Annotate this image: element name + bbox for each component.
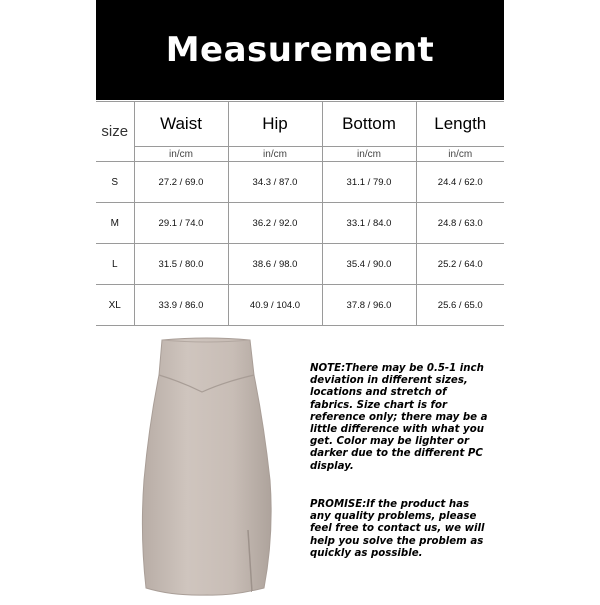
- table-cell: 24.8 / 63.0: [416, 203, 504, 244]
- unit-label: in/cm: [228, 147, 322, 162]
- table-cell: 34.3 / 87.0: [228, 162, 322, 203]
- table-row: [96, 203, 504, 244]
- table-cell: 33.9 / 86.0: [134, 285, 228, 326]
- note-text: NOTE:There may be 0.5-1 inch deviation in different sizes, locations and stretch of fabrics. Size chart is for reference only; there may be a little difference with what you get. Color may be lighter or darker due to the different PC display.: [310, 363, 488, 472]
- table-cell: 25.2 / 64.0: [416, 244, 504, 285]
- column-header-hip: Hip: [228, 102, 322, 147]
- column-header-bottom: Bottom: [322, 102, 416, 147]
- table-row: [96, 285, 504, 326]
- table-cell: 33.1 / 84.0: [322, 203, 416, 244]
- table-cell: 29.1 / 74.0: [134, 203, 228, 244]
- table-cell: 31.1 / 79.0: [322, 162, 416, 203]
- unit-row: [96, 147, 504, 162]
- table-row: [96, 162, 504, 203]
- unit-label: in/cm: [322, 147, 416, 162]
- column-header-waist: Waist: [134, 102, 228, 147]
- table-cell: 40.9 / 104.0: [228, 285, 322, 326]
- size-column-header: size: [96, 102, 134, 162]
- header-banner: [96, 0, 504, 100]
- size-cell: M: [96, 203, 134, 244]
- table-cell: 38.6 / 98.0: [228, 244, 322, 285]
- table-cell: 37.8 / 96.0: [322, 285, 416, 326]
- table-cell: 36.2 / 92.0: [228, 203, 322, 244]
- unit-label: in/cm: [134, 147, 228, 162]
- product-image: [132, 330, 282, 600]
- table-cell: 35.4 / 90.0: [322, 244, 416, 285]
- skirt-icon: [132, 330, 282, 600]
- table-header-row: [96, 102, 504, 147]
- size-cell: S: [96, 162, 134, 203]
- page-title: Measurement: [165, 30, 435, 70]
- unit-label: in/cm: [416, 147, 504, 162]
- size-cell: L: [96, 244, 134, 285]
- table-cell: 25.6 / 65.0: [416, 285, 504, 326]
- size-chart-table: [96, 101, 504, 326]
- table-row: [96, 244, 504, 285]
- size-cell: XL: [96, 285, 134, 326]
- column-header-length: Length: [416, 102, 504, 147]
- table-cell: 27.2 / 69.0: [134, 162, 228, 203]
- promise-text: PROMISE:If the product has any quality problems, please feel free to contact us, we will help you solve the problem as quickly as possible.: [310, 499, 485, 559]
- table-cell: 24.4 / 62.0: [416, 162, 504, 203]
- table-cell: 31.5 / 80.0: [134, 244, 228, 285]
